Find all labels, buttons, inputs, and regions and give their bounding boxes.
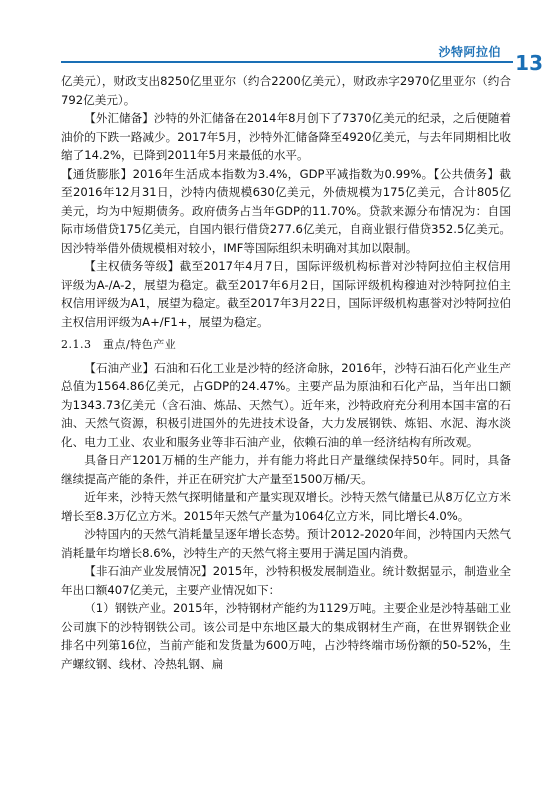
paragraph: 【外汇储备】沙特的外汇储备在2014年8月创下了7370亿美元的纪录，之后便随着油价的下跌一路减少。2017年5月，沙特外汇储备降至4920亿美元，与去年同期相比收缩了14.2%，已降到2011年5月来最低的水平。 bbox=[61, 111, 511, 162]
paragraph: 亿美元），财政支出8250亿里亚尔（约合2200亿美元），财政赤字2970亿里亚尔（约合792亿美元）。 bbox=[61, 74, 511, 107]
paragraph: 【主权债务等级】截至2017年4月7日，国际评级机构标普对沙特阿拉伯主权信用评级为A-/A-2，展望为稳定。截至2017年6月2日，国际评级机构穆迪对沙特阿拉伯主权信用评级为A1，展望为稳定。截至2017年3月22日，国际评级机构惠誉对沙特阿拉伯主权信用评级为A+/F1+，展望为稳定。 bbox=[61, 259, 511, 329]
chapter-title: 沙特阿拉伯 bbox=[438, 45, 501, 59]
paragraph: （1）钢铁产业。2015年，沙特钢材产能约为1129万吨。主要企业是沙特基础工业公司旗下的沙特钢铁公司。该公司是中东地区最大的集成钢材生产商，在世界钢铁企业排名中列第16位，当前产能和发货量为600万吨，占沙特终端市场份额的50-52%，生产螺纹钢、线材、冷热轧钢、扁 bbox=[61, 601, 511, 671]
paragraph: 具备日产1201万桶的生产能力，并有能力将此日产量继续保持50年。同时，具备继续提高产能的条件，并正在研究扩大产量至1500万桶/天。 bbox=[61, 453, 511, 486]
paragraph: 【通货膨胀】2016年生活成本指数为3.4%，GDP平减指数为0.99%。【公共债务】截至2016年12月31日，沙特内债规模630亿美元，外债规模为175亿美元，合计805亿美元，均为中短期债务。政府债务占当年GDP的11.70%。贷款来源分布情况为：自国际市场借贷175亿美元，自国内银行借贷277.6亿美元，自商业银行借贷352.5亿美元。因沙特举借外债规模相对较小，IMF等国际组织未明确对其加以限制。 bbox=[61, 166, 511, 255]
paragraph: 【非石油产业发展情况】2015年，沙特积极发展制造业。统计数据显示，制造业全年出口额407亿美元，主要产业情况如下： bbox=[61, 564, 511, 597]
body-text bbox=[61, 72, 511, 673]
page-header bbox=[0, 0, 559, 75]
page-number: 13 bbox=[515, 51, 543, 75]
paragraph: 沙特国内的天然气消耗量呈逐年增长态势。预计2012-2020年间，沙特国内天然气消耗量年均增长8.6%，沙特生产的天然气将主要用于满足国内消费。 bbox=[61, 527, 511, 560]
section-heading: 2.1.3 重点/特色产业 bbox=[61, 338, 177, 351]
paragraph: 近年来，沙特天然气探明储量和产量实现双增长。沙特天然气储量已从8万亿立方米增长至8.3万亿立方米。2015年天然气产量为1064亿立方米，同比增长4.0%。 bbox=[61, 490, 511, 523]
paragraph: 【石油产业】石油和石化工业是沙特的经济命脉，2016年，沙特石油石化产业生产总值为1564.86亿美元，占GDP的24.47%。主要产品为原油和石化产品，当年出口额为1343.73亿美元（含石油、炼品、天然气）。近年来，沙特政府充分利用本国丰富的石油、天然气资源，积极引进国外的先进技术设备，大力发展钢铁、炼铝、水泥、海水淡化、电力工业、农业和服务业等非石油产业，依赖石油的单一经济结构有所改观。 bbox=[61, 360, 511, 449]
header-divider bbox=[61, 61, 513, 63]
